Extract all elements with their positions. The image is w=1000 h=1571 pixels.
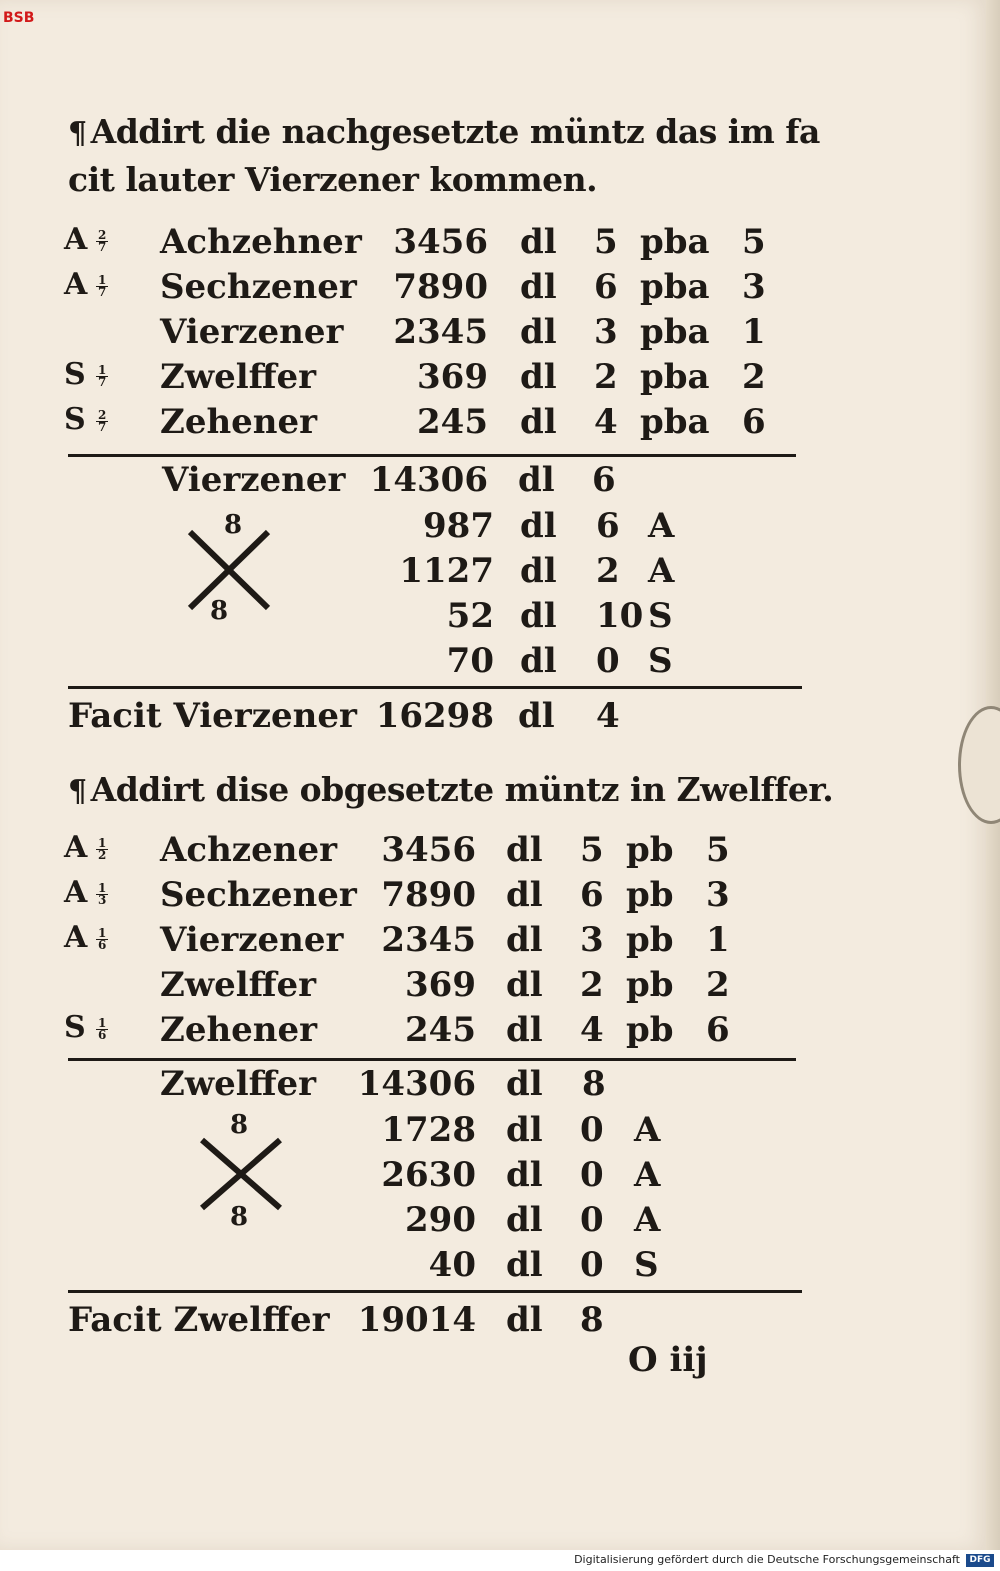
adjustment-value: 987 xyxy=(423,506,494,546)
coin-mark: S xyxy=(64,1010,86,1045)
section1-subtotal xyxy=(0,460,1000,504)
adjustment-n1: 10 xyxy=(596,596,644,636)
adjustment-row xyxy=(0,1110,1000,1154)
subtotal-n1: 6 xyxy=(592,460,616,500)
section1-heading-line1: ¶ Addirt die nachgesetzte müntz das im fa xyxy=(68,112,820,151)
adjustment-value: 1127 xyxy=(399,551,494,591)
coin-value: 369 xyxy=(405,965,476,1005)
fraction-denominator: 6 xyxy=(98,1028,107,1042)
coin-row xyxy=(0,267,1000,311)
adjustment-mark: S xyxy=(634,1245,659,1285)
coin-n1: 2 xyxy=(580,965,604,1005)
coin-fraction xyxy=(96,838,108,861)
adjustment-row xyxy=(0,596,1000,640)
adjustment-mark: S xyxy=(648,596,673,636)
coin-row xyxy=(0,222,1000,266)
coin-n1: 5 xyxy=(594,222,618,262)
adjustment-row xyxy=(0,551,1000,595)
coin-p: pba xyxy=(640,357,710,397)
coin-n1: 6 xyxy=(580,875,604,915)
coin-name: Zehener xyxy=(160,1010,318,1050)
coin-value: 3456 xyxy=(381,830,476,870)
adjustment-mark: A xyxy=(648,551,675,591)
coin-value: 2345 xyxy=(393,312,488,352)
coin-n1: 2 xyxy=(594,357,618,397)
coin-n2: 2 xyxy=(706,965,730,1005)
coin-p: pb xyxy=(626,1010,674,1050)
cross-bottom-number: 8 xyxy=(230,1202,249,1232)
coin-name: Vierzener xyxy=(160,312,344,352)
coin-name: Zwelffer xyxy=(160,357,317,397)
adjustment-d: dl xyxy=(506,1200,543,1240)
adjustment-row xyxy=(0,1200,1000,1244)
coin-fraction xyxy=(96,883,108,906)
adjustment-mark: S xyxy=(648,641,673,681)
footer-text: Digitalisierung gefördert durch die Deutsche Forschungsgemeinschaft xyxy=(574,1553,960,1566)
coin-n2: 3 xyxy=(706,875,730,915)
coin-n2: 3 xyxy=(742,267,766,307)
coin-mark: S xyxy=(64,357,86,392)
coin-row xyxy=(0,830,1000,874)
coin-d: dl xyxy=(520,402,557,442)
coin-fraction xyxy=(96,275,108,298)
coin-mark: A xyxy=(64,830,88,865)
adjustment-row xyxy=(0,506,1000,550)
adjustment-d: dl xyxy=(506,1155,543,1195)
total-value: 16298 xyxy=(375,696,494,736)
fraction-denominator: 7 xyxy=(98,285,107,299)
adjustment-row xyxy=(0,641,1000,685)
fraction-denominator: 6 xyxy=(98,938,107,952)
total-label: Facit Vierzener xyxy=(68,696,357,736)
adjustment-n1: 0 xyxy=(580,1155,604,1195)
pilcrow-icon: ¶ xyxy=(68,116,87,151)
section1-total-rule xyxy=(68,686,802,689)
coin-d: dl xyxy=(520,357,557,397)
coin-value: 245 xyxy=(417,402,488,442)
fraction-numerator: 2 xyxy=(98,228,107,242)
pilcrow-icon: ¶ xyxy=(68,774,87,809)
adjustment-d: dl xyxy=(506,1245,543,1285)
signature-mark: O iij xyxy=(628,1340,708,1380)
coin-n2: 2 xyxy=(742,357,766,397)
adjustment-mark: A xyxy=(634,1110,661,1150)
coin-name: Sechzener xyxy=(160,875,357,915)
coin-d: dl xyxy=(520,267,557,307)
section2-total xyxy=(0,1300,1000,1344)
section1-rule xyxy=(68,454,796,457)
adjustment-d: dl xyxy=(520,506,557,546)
library-mark: BSB xyxy=(3,10,35,26)
adjustment-value: 52 xyxy=(446,596,494,636)
fraction-numerator: 1 xyxy=(98,273,107,287)
coin-value: 7890 xyxy=(381,875,476,915)
section2-subtotal xyxy=(0,1064,1000,1108)
coin-mark: S xyxy=(64,402,86,437)
coin-d: dl xyxy=(506,875,543,915)
coin-p: pb xyxy=(626,965,674,1005)
coin-row xyxy=(0,965,1000,1009)
total-n1: 8 xyxy=(580,1300,604,1340)
coin-d: dl xyxy=(506,965,543,1005)
subtotal-value: 14306 xyxy=(357,1064,476,1104)
adjustment-n1: 0 xyxy=(596,641,620,681)
coin-row xyxy=(0,920,1000,964)
fraction-numerator: 1 xyxy=(98,363,107,377)
adjustment-value: 2630 xyxy=(381,1155,476,1195)
adjustment-value: 70 xyxy=(446,641,494,681)
coin-d: dl xyxy=(506,1010,543,1050)
total-label: Facit Zwelffer xyxy=(68,1300,330,1340)
coin-value: 7890 xyxy=(393,267,488,307)
coin-n1: 3 xyxy=(580,920,604,960)
total-value: 19014 xyxy=(357,1300,476,1340)
coin-name: Sechzener xyxy=(160,267,357,307)
coin-row xyxy=(0,402,1000,446)
section1-total xyxy=(0,696,1000,740)
coin-n2: 6 xyxy=(742,402,766,442)
coin-value: 369 xyxy=(417,357,488,397)
coin-n2: 5 xyxy=(742,222,766,262)
coin-row xyxy=(0,312,1000,356)
coin-mark: A xyxy=(64,267,88,302)
subtotal-d: dl xyxy=(518,460,555,500)
adjustment-n1: 2 xyxy=(596,551,620,591)
fraction-numerator: 1 xyxy=(98,1016,107,1030)
adjustment-row xyxy=(0,1155,1000,1199)
coin-fraction xyxy=(96,410,108,433)
coin-p: pb xyxy=(626,920,674,960)
section2-total-rule xyxy=(68,1290,802,1293)
coin-d: dl xyxy=(506,920,543,960)
coin-value: 245 xyxy=(405,1010,476,1050)
adjustment-value: 40 xyxy=(428,1245,476,1285)
fraction-denominator: 3 xyxy=(98,893,107,907)
total-n1: 4 xyxy=(596,696,620,736)
footer-bar xyxy=(0,1550,1000,1571)
coin-n2: 1 xyxy=(742,312,766,352)
coin-mark: A xyxy=(64,875,88,910)
coin-n1: 4 xyxy=(580,1010,604,1050)
coin-n1: 5 xyxy=(580,830,604,870)
coin-name: Vierzener xyxy=(160,920,344,960)
adjustment-d: dl xyxy=(520,551,557,591)
adjustment-d: dl xyxy=(520,596,557,636)
coin-p: pba xyxy=(640,222,710,262)
coin-name: Achzehner xyxy=(160,222,362,262)
coin-d: dl xyxy=(520,222,557,262)
coin-n2: 6 xyxy=(706,1010,730,1050)
adjustment-n1: 0 xyxy=(580,1245,604,1285)
subtotal-n1: 8 xyxy=(582,1064,606,1104)
coin-value: 2345 xyxy=(381,920,476,960)
total-d: dl xyxy=(506,1300,543,1340)
coin-value: 3456 xyxy=(393,222,488,262)
coin-p: pba xyxy=(640,402,710,442)
fraction-numerator: 2 xyxy=(98,408,107,422)
adjustment-mark: A xyxy=(634,1200,661,1240)
adjustment-n1: 6 xyxy=(596,506,620,546)
total-d: dl xyxy=(518,696,555,736)
adjustment-d: dl xyxy=(506,1110,543,1150)
coin-row xyxy=(0,357,1000,401)
coin-row xyxy=(0,1010,1000,1054)
coin-n2: 1 xyxy=(706,920,730,960)
coin-mark: A xyxy=(64,920,88,955)
coin-name: Zwelffer xyxy=(160,965,317,1005)
coin-p: pba xyxy=(640,267,710,307)
coin-n1: 3 xyxy=(594,312,618,352)
adjustment-value: 1728 xyxy=(381,1110,476,1150)
subtotal-d: dl xyxy=(506,1064,543,1104)
coin-fraction xyxy=(96,365,108,388)
coin-n2: 5 xyxy=(706,830,730,870)
fraction-numerator: 1 xyxy=(98,836,107,850)
coin-fraction xyxy=(96,230,108,253)
subtotal-value: 14306 xyxy=(369,460,488,500)
coin-name: Zehener xyxy=(160,402,318,442)
coin-n1: 4 xyxy=(594,402,618,442)
adjustment-mark: A xyxy=(634,1155,661,1195)
coin-d: dl xyxy=(506,830,543,870)
fraction-denominator: 7 xyxy=(98,420,107,434)
section1-heading-line2: cit lauter Vierzener kommen. xyxy=(68,160,598,199)
fraction-numerator: 1 xyxy=(98,926,107,940)
adjustment-mark: A xyxy=(648,506,675,546)
coin-fraction xyxy=(96,1018,108,1041)
adjustment-d: dl xyxy=(520,641,557,681)
coin-p: pb xyxy=(626,830,674,870)
coin-d: dl xyxy=(520,312,557,352)
subtotal-coin: Zwelffer xyxy=(160,1064,317,1104)
cross-top-number: 8 xyxy=(224,510,243,540)
dfg-logo: DFG xyxy=(966,1554,994,1567)
subtotal-coin: Vierzener xyxy=(162,460,346,500)
cross-bottom-number: 8 xyxy=(210,596,229,626)
adjustment-row xyxy=(0,1245,1000,1289)
fraction-numerator: 1 xyxy=(98,881,107,895)
cross-top-number: 8 xyxy=(230,1110,249,1140)
coin-row xyxy=(0,875,1000,919)
coin-name: Achzener xyxy=(160,830,338,870)
coin-p: pba xyxy=(640,312,710,352)
adjustment-n1: 0 xyxy=(580,1110,604,1150)
adjustment-n1: 0 xyxy=(580,1200,604,1240)
section2-rule xyxy=(68,1058,796,1061)
coin-fraction xyxy=(96,928,108,951)
section2-heading: ¶ Addirt dise obgesetzte müntz in Zwelffer. xyxy=(68,770,834,809)
coin-n1: 6 xyxy=(594,267,618,307)
coin-mark: A xyxy=(64,222,88,257)
adjustment-value: 290 xyxy=(405,1200,476,1240)
fraction-denominator: 7 xyxy=(98,240,107,254)
coin-p: pb xyxy=(626,875,674,915)
fraction-denominator: 7 xyxy=(98,375,107,389)
fraction-denominator: 2 xyxy=(98,848,107,862)
